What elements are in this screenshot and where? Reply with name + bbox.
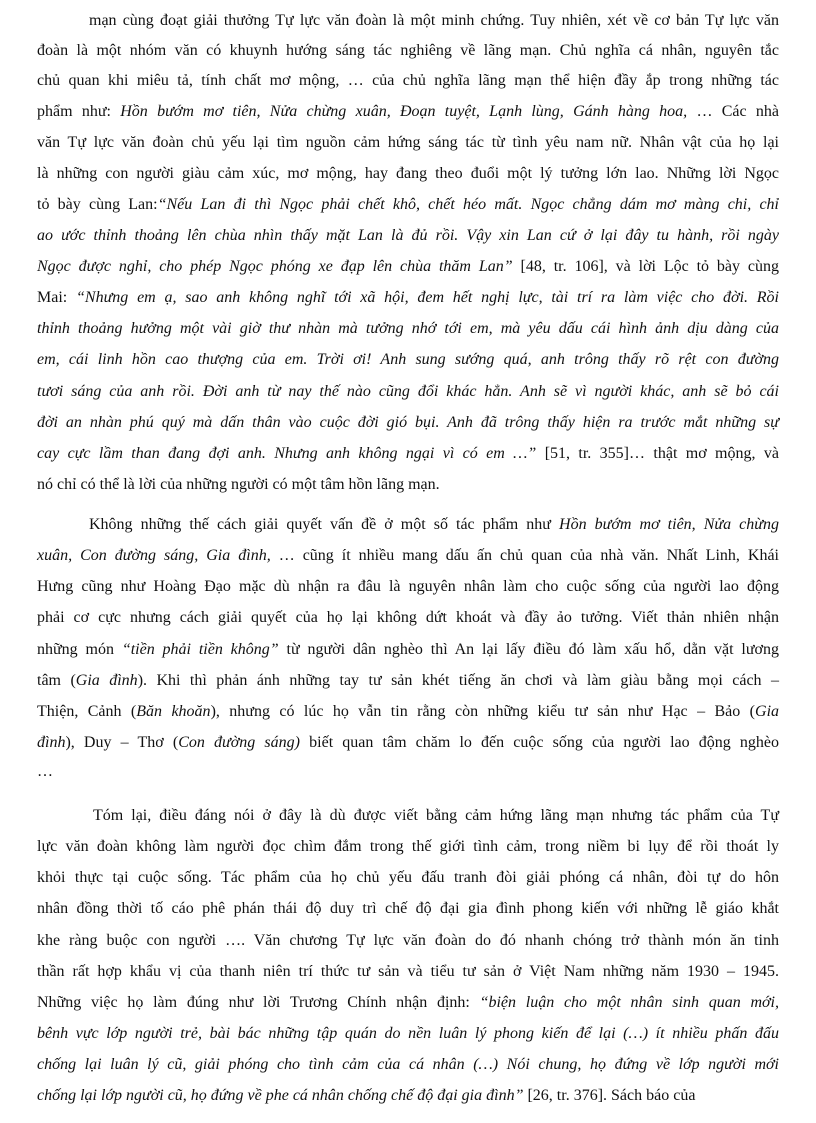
text-line	[37, 288, 779, 308]
text-span: từ người dân nghèo thì An lại lấy điều đó làm xấu hổ, dằn vặt lương	[278, 641, 780, 658]
text-span: đoàn là một nhóm văn có khuynh hướng sáng tác nghiêng về lãng mạn. Chủ nghĩa cá nhân, nguyên tắc	[37, 42, 779, 59]
text-span: văn Tự lực văn đoàn chủ yếu lại tìm nguồn cảm hứng sáng tác từ tình yêu nam nữ. Nhân vật của họ lại	[37, 134, 779, 151]
italic-text: bênh vực lớp người trẻ, bài bác những tập quán do nền luân lý phong kiến để lại (…) ít nhiều phấn đấu	[37, 1025, 779, 1042]
text-line	[37, 226, 779, 246]
text-span: …	[37, 763, 53, 780]
italic-text: Gia đình	[75, 672, 138, 689]
text-span: ), Duy – Thơ (	[65, 734, 179, 751]
italic-text: cay cực lầm than đang đợi anh. Nhưng anh không ngại vì có em …”	[37, 445, 537, 462]
text-line	[37, 608, 779, 628]
text-line	[37, 350, 779, 370]
text-line	[37, 993, 779, 1013]
text-line	[37, 475, 779, 495]
italic-text: đình	[37, 734, 66, 751]
text-line	[37, 164, 779, 184]
text-line	[37, 382, 779, 402]
text-line	[37, 1024, 779, 1044]
text-span: chủ quan khi miêu tả, tính chất mơ mộng, … của chủ nghĩa lãng mạn thể hiện đầy ắp trong những tác	[37, 72, 779, 89]
text-span: phẩm như:	[37, 103, 121, 120]
text-span: Mai:	[37, 289, 76, 306]
text-line	[37, 102, 779, 122]
text-span: Thiện, Cảnh (	[37, 703, 137, 720]
text-span: [26, tr. 376]. Sách báo của	[523, 1087, 696, 1104]
text-span: [51, tr. 355]… thật mơ mộng, và	[536, 445, 779, 462]
text-line	[37, 733, 779, 753]
text-line	[37, 931, 779, 951]
italic-text: tươi sáng của anh rồi. Đời anh từ nay thế nào cũng đổi khác hẳn. Anh sẽ vì người khác, anh sẽ bỏ cái	[37, 383, 779, 400]
text-line	[37, 962, 779, 982]
italic-text: Gia	[755, 703, 780, 720]
text-line	[37, 1055, 779, 1075]
text-span: [48, tr. 106], và lời Lộc tỏ bày cùng	[512, 258, 779, 275]
text-span: thần rất hợp khẩu vị của thanh niên trí thức tư sản và tiểu tư sản ở Việt Nam những năm 1930 – 1945.	[37, 963, 779, 980]
text-span: những món	[37, 641, 122, 658]
text-line	[37, 640, 779, 660]
text-span: Không những thế cách giải quyết vấn đề ở một số tác phẩm như	[89, 516, 560, 533]
text-span: là những con người giàu cảm xúc, mơ mộng, hay đang theo đuổi một lý tưởng lớn lao. Những lời Ngọc	[37, 165, 779, 182]
text-line	[37, 762, 779, 782]
text-span: Những việc họ làm đúng như lời Trương Chính nhận định:	[37, 994, 480, 1011]
text-span: biết quan tâm chăm lo đến cuộc sống của người lao động nghèo	[300, 734, 780, 751]
text-line	[37, 319, 779, 339]
italic-text: Con đường sáng)	[178, 734, 300, 751]
text-line	[37, 671, 779, 691]
italic-text: em, cái linh hồn cao thượng của em. Trời ơi! Anh sung sướng quá, anh trông thấy rõ rệt con đường	[37, 351, 779, 368]
italic-text: thỉnh thoảng hưởng một vài giờ thư nhàn mà tưởng nhớ tới em, mà yêu dấu cái hình ảnh dịu dàng của	[37, 320, 779, 337]
italic-text: xuân, Con đường sáng, Gia đình,	[37, 547, 271, 564]
text-line	[37, 41, 779, 61]
text-span: tâm (	[37, 672, 76, 689]
text-span: … Các nhà	[687, 103, 779, 120]
italic-text: “biện luận cho một nhân sinh quan mới,	[479, 994, 779, 1011]
italic-text: “Nhưng em ạ, sao anh không nghĩ tới xã hội, đem hết nghị lực, tài trí ra làm việc cho đời. Rồi	[76, 289, 780, 306]
italic-text: ao ước thỉnh thoảng lên chùa nhìn thấy mặt Lan là đủ rồi. Vậy xin Lan cứ ở lại đây tu hành, rồi ngày	[37, 227, 779, 244]
text-line	[37, 702, 779, 722]
text-span: Hưng cũng như Hoàng Đạo mặc dù nhận ra đâu là nguyên nhân làm cho cuộc sống của người lao động	[37, 578, 779, 595]
text-line	[37, 195, 779, 215]
text-line	[37, 546, 779, 566]
italic-text: Hồn bướm mơ tiên, Nửa chừng	[559, 516, 780, 533]
text-line	[37, 133, 779, 153]
text-line	[37, 413, 779, 433]
text-line	[37, 899, 779, 919]
italic-text: đời an nhàn phú quý mà dấn thân vào cuộc đời gió bụi. Anh đã trông thấy hiện ra trước mắt những sự	[37, 414, 779, 431]
text-line	[89, 515, 779, 535]
italic-text: chống lại lớp người cũ, họ đứng về phe cá nhân chống chế độ đại gia đình”	[37, 1087, 524, 1104]
text-span: khỏi thực tại cuộc sống. Tác phẩm của họ chủ yếu đấu tranh đòi giải phóng cá nhân, đòi tự do hôn	[37, 869, 779, 886]
text-span: tỏ bày cùng Lan:	[37, 196, 158, 213]
text-span: ). Khi thì phản ánh những tay tư sản khét tiếng ăn chơi và làm giàu bằng mọi cách –	[137, 672, 779, 689]
text-line	[37, 577, 779, 597]
text-span: khe ràng buộc con người …. Văn chương Tự lực văn đoàn do đó nhanh chóng trở thành món ăn tinh	[37, 932, 779, 949]
text-span: lực văn đoàn không làm người đọc chìm đắm trong thế giới tình cảm, trong niềm bi lụy để rồi thoát ly	[37, 838, 779, 855]
text-line	[37, 444, 779, 464]
italic-text: chống lại luân lý cũ, giải phóng cho tình cảm của cá nhân (…) Nói chung, họ đứng về lớp người mới	[37, 1056, 779, 1073]
italic-text: Băn khoăn	[136, 703, 211, 720]
text-line	[89, 11, 779, 31]
text-span: phải cơ cực nhưng cách giải quyết của họ lại không dứt khoát và đầy ảo tưởng. Viết thản nhiên nhận	[37, 609, 779, 626]
text-span: mạn cùng đoạt giải thưởng Tự lực văn đoàn là một minh chứng. Tuy nhiên, xét về cơ bản Tự lực văn	[89, 12, 779, 29]
italic-text: Ngọc được nghỉ, cho phép Ngọc phóng xe đạp lên chùa thăm Lan”	[37, 258, 513, 275]
italic-text: “tiền phải tiền không”	[121, 641, 279, 658]
text-span: nhân đồng thời tố cáo phê phán thái độ duy trì chế độ đại gia đình phong kiến với những lễ giáo khắt	[37, 900, 779, 917]
text-line	[37, 868, 779, 888]
text-line	[37, 71, 779, 91]
italic-text: “Nếu Lan đi thì Ngọc phải chết khô, chết héo mất. Ngọc chẳng dám mơ màng chi, chỉ	[157, 196, 780, 213]
text-span: … cũng ít nhiều mang dấu ấn chủ quan của nhà văn. Nhất Linh, Khái	[270, 547, 779, 564]
text-line	[37, 257, 779, 277]
text-line	[93, 806, 779, 826]
italic-text: Hồn bướm mơ tiên, Nửa chừng xuân, Đoạn tuyệt, Lạnh lùng, Gánh hàng hoa,	[120, 103, 688, 120]
text-span: Tóm lại, điều đáng nói ở đây là dù được viết bằng cảm hứng lãng mạn nhưng tác phẩm của Tự	[93, 807, 779, 824]
text-span: nó chỉ có thể là lời của những người có một tâm hồn lãng mạn.	[37, 476, 440, 493]
text-line	[37, 1086, 779, 1106]
text-span: ), nhưng có lúc họ vẫn tin rằng còn những kiểu tư sản như Hạc – Bảo (	[210, 703, 756, 720]
text-line	[37, 837, 779, 857]
